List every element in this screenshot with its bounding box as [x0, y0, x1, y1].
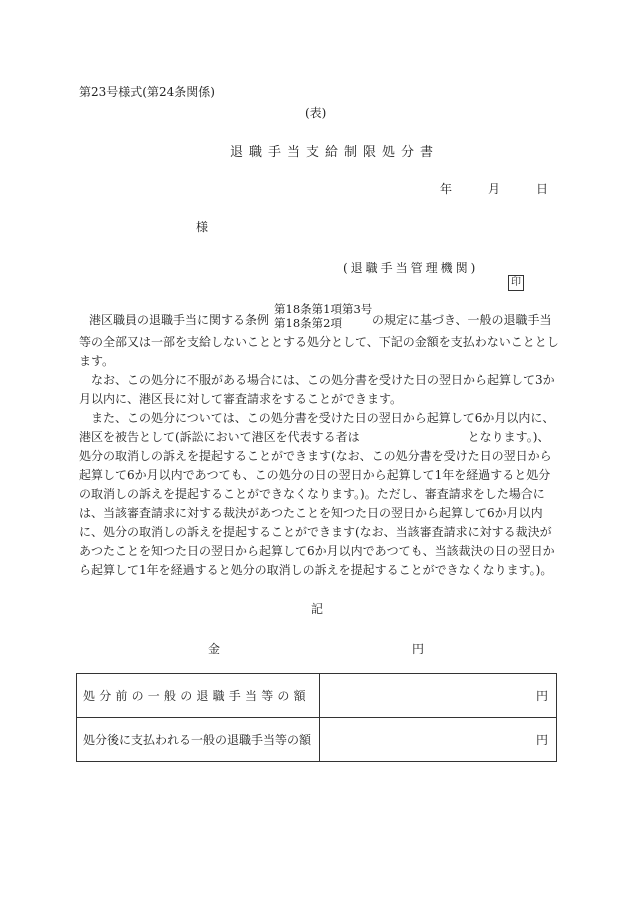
row-value-before: 円 [320, 674, 557, 718]
date-month: 月 [488, 182, 501, 196]
front-label: (表) [305, 106, 327, 120]
record-heading: 記 [311, 602, 324, 616]
amount-prefix: 金 [208, 642, 221, 656]
row-value-after: 円 [320, 718, 557, 762]
ordinance-lead: 港区職員の退職手当に関する条例 [89, 313, 270, 327]
form-number: 第23号様式(第24条関係) [79, 85, 215, 99]
table-row [77, 674, 557, 718]
amount-table [76, 673, 557, 762]
disposition-body [79, 333, 561, 580]
date-year: 年 [440, 182, 453, 196]
paragraph-3: また、この処分については、この処分書を受けた日の翌日から起算して6か月以内に、港区を被告として(訴訟において港区を代表する者は となります。)、処分の取消しの訴えを提起することができます(なお、この処分書を受けた日の翌日から起算して6か月以内であつても、この処分の日の翌日から起算して1年を経過すると処分の取消しの訴えを提起することができなくなります。)。ただし、審査請求をした場合には、当該審査請求に対する裁決があつたことを知つた日の翌日から起算して6か月以内に、処分の取消しの訴えを提起することができます(なお、当該審査請求に対する裁決があつたことを知つた日の翌日から起算して6か月以内であつても、当該裁決の日の翌日から起算して1年を経過すると処分の取消しの訴えを提起することができなくなります。)。 [79, 411, 555, 577]
date-day: 日 [536, 182, 549, 196]
row-label-after: 処分後に支払われる一般の退職手当等の額 [77, 718, 320, 762]
table-row [77, 718, 557, 762]
issuing-authority: (退職手当管理機関) [343, 261, 479, 275]
date-line [440, 180, 548, 197]
addressee-suffix: 様 [196, 220, 209, 234]
ordinance-tail: の規定に基づき、一般の退職手当 [372, 313, 552, 327]
article-2: 第18条第2項 [274, 316, 342, 330]
seal-mark: 印 [508, 275, 524, 291]
document-title: 退職手当支給制限処分書 [230, 145, 440, 160]
row-label-before: 処分前の一般の退職手当等の額 [77, 674, 320, 718]
article-stack [274, 302, 372, 330]
amount-unit: 円 [412, 642, 425, 656]
article-1: 第18条第1項第3号 [274, 302, 373, 316]
paragraph-2: なお、この処分に不服がある場合には、この処分書を受けた日の翌日から起算して3か月以内に、港区長に対して審査請求をすることができます。 [79, 373, 555, 406]
paragraph-1-rest: 等の全部又は一部を支給しないこととする処分として、下記の金額を支払わないこととします。 [79, 335, 559, 368]
